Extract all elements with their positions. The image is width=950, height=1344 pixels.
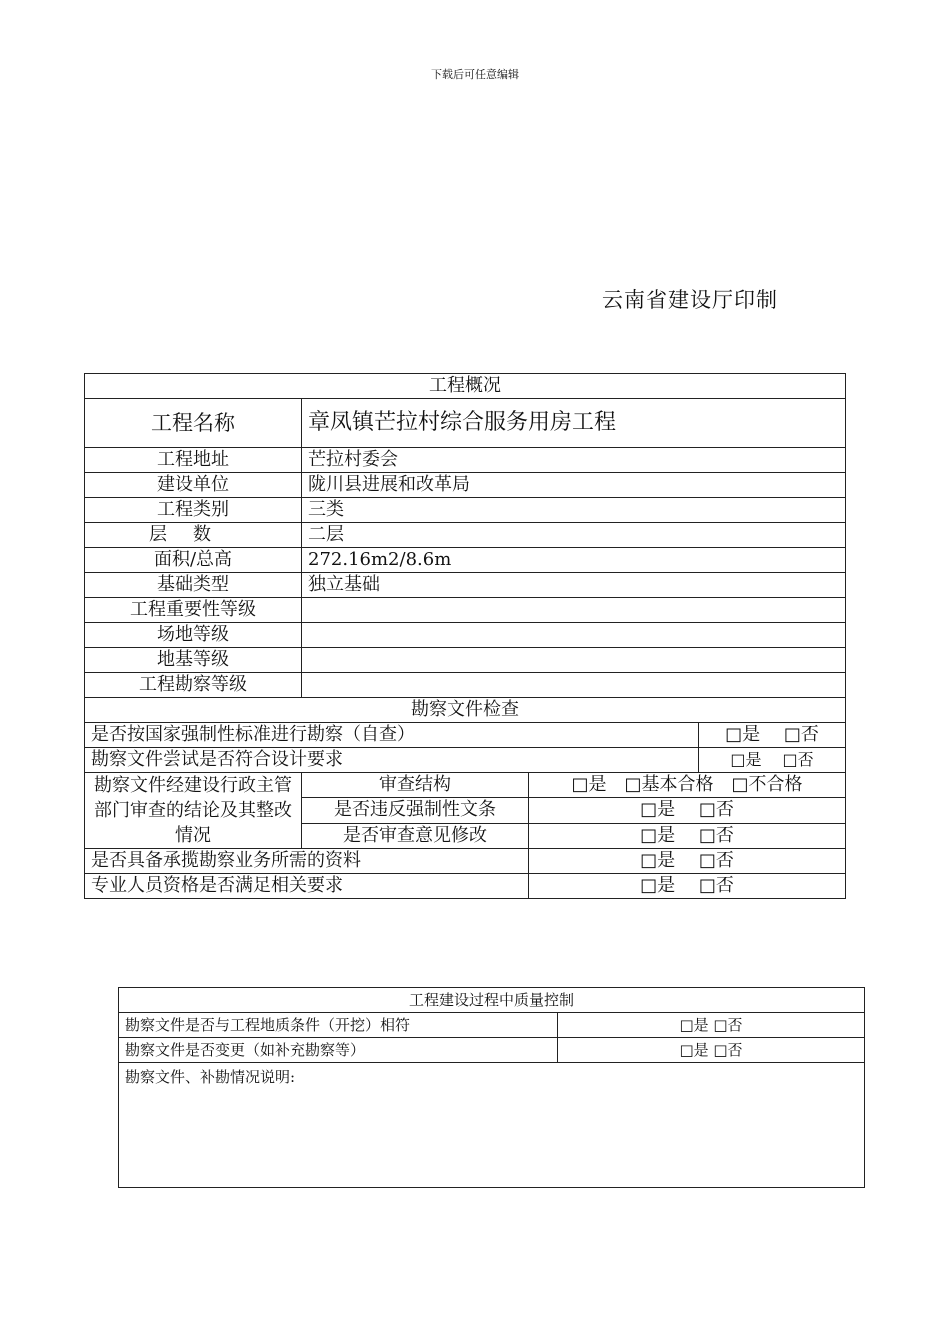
ground-grade-value (302, 648, 846, 673)
issuer-label: 云南省建设厅印制 (602, 288, 778, 312)
overview-title: 工程概况 (85, 374, 846, 399)
quality-q1-options[interactable]: □是 □否 (558, 1013, 865, 1038)
category-value: 三类 (302, 498, 846, 523)
foundation-value: 独立基础 (302, 573, 846, 598)
area-label: 面积/总高 (85, 548, 302, 573)
address-value: 芒拉村委会 (302, 448, 846, 473)
category-label: 工程类别 (85, 498, 302, 523)
survey-grade-value (302, 673, 846, 698)
review-revision-options[interactable]: □是 □否 (529, 823, 846, 848)
floors-value: 二层 (302, 523, 846, 548)
inspection-q4-label: 专业人员资格是否满足相关要求 (85, 874, 529, 899)
inspection-q2-label: 勘察文件尝试是否符合设计要求 (85, 748, 699, 773)
review-group-label: 勘察文件经建设行政主管部门审查的结论及其整改情况 (85, 773, 302, 849)
site-grade-label: 场地等级 (85, 623, 302, 648)
inspection-q2-options[interactable]: □是 □否 (699, 748, 846, 773)
inspection-q1-label: 是否按国家强制性标准进行勘察（自查） (85, 723, 699, 748)
quality-control-table (118, 987, 865, 1188)
quality-q2-options[interactable]: □是 □否 (558, 1038, 865, 1063)
importance-value (302, 598, 846, 623)
review-structure-label: 审查结构 (302, 773, 529, 798)
project-overview-table (84, 373, 846, 899)
inspection-q3-label: 是否具备承揽勘察业务所需的资料 (85, 849, 529, 874)
builder-label: 建设单位 (85, 473, 302, 498)
importance-label: 工程重要性等级 (85, 598, 302, 623)
review-revision-label: 是否审查意见修改 (302, 823, 529, 848)
inspection-q3-options[interactable]: □是 □否 (529, 849, 846, 874)
review-structure-options[interactable]: □是 □基本合格 □不合格 (529, 773, 846, 798)
quality-q2-label: 勘察文件是否变更（如补充勘察等） (119, 1038, 558, 1063)
project-name-value: 章凤镇芒拉村综合服务用房工程 (302, 399, 846, 448)
area-value: 272.16m2/8.6m (302, 548, 846, 573)
inspection-q4-options[interactable]: □是 □否 (529, 874, 846, 899)
foundation-label: 基础类型 (85, 573, 302, 598)
header-note: 下载后可任意编辑 (431, 68, 519, 81)
quality-title: 工程建设过程中质量控制 (119, 988, 865, 1013)
quality-q1-label: 勘察文件是否与工程地质条件（开挖）相符 (119, 1013, 558, 1038)
ground-grade-label: 地基等级 (85, 648, 302, 673)
inspection-q1-options[interactable]: □是 □否 (699, 723, 846, 748)
review-mandatory-label: 是否违反强制性文条 (302, 798, 529, 823)
floors-label: 层数 (85, 523, 302, 548)
quality-note-field[interactable] (119, 1063, 865, 1188)
survey-grade-label: 工程勘察等级 (85, 673, 302, 698)
site-grade-value (302, 623, 846, 648)
project-name-label: 工程名称 (85, 399, 302, 448)
builder-value: 陇川县进展和改革局 (302, 473, 846, 498)
inspection-title: 勘察文件检查 (85, 698, 846, 723)
quality-note-label: 勘察文件、补勘情况说明: (125, 1068, 296, 1086)
review-mandatory-options[interactable]: □是 □否 (529, 798, 846, 823)
address-label: 工程地址 (85, 448, 302, 473)
